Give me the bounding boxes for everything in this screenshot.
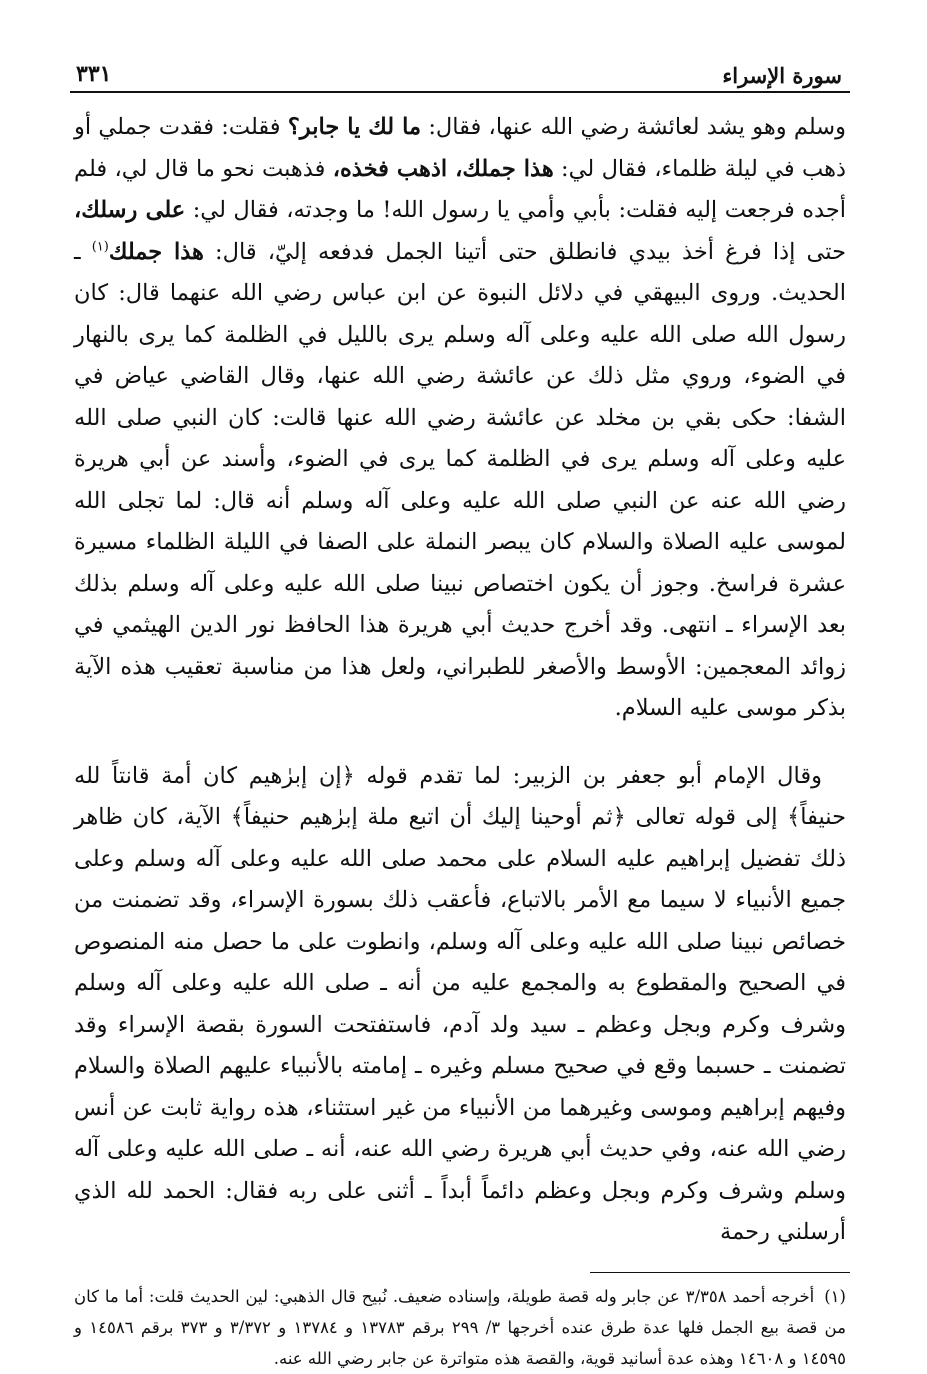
text-run: ـ الحديث. وروى البيهقي في دلائل النبوة عن ابن عباس رضي الله عنهما قال: كان رسول الله صلى الله عليه وعلى آله وسلم يرى بالليل في الظلمة كما يرى بالنهار في الضوء، وروي مثل ذلك عن عائشة رضي الله عنها، وقال القاضي عياض في الشفا: حكى بقي بن مخلد عن عائشة رضي الله عنها قالت: كان النبي صلى الله عليه وعلى آله وسلم يرى في الظلمة كما يرى في الضوء، وأسند عن أبي هريرة رضي الله عنه عن النبي صلى الله عليه وعلى آله وسلم أنه قال: لما تجلى الله لموسى عليه الصلاة والسلام كان يبصر النملة على الصفا في الليلة الظلماء مسيرة عشرة فراسخ. وجوز أن يكون اختصاص نبينا صلى الله عليه وعلى آله وسلم بذلك بعد الإسراء ـ انتهى. وقد أخرج حديث أبي هريرة هذا الحافظ نور الدين الهيثمي في زوائد المعجمين: الأوسط والأصغر للطبراني، ولعل هذا من مناسبة تعقيب هذه الآية بذكر موسى عليه السلام. xyxy=(74,238,846,721)
main-text xyxy=(70,107,850,1254)
footnote xyxy=(70,1281,850,1374)
bold-quote: هذا جملك، اذهب فخذه، xyxy=(332,155,554,182)
bold-quote: على رسلك، xyxy=(74,197,186,223)
book-page xyxy=(70,55,850,1368)
footnote-text: أخرجه أحمد ٣/٣٥٨ عن جابر وله قصة طويلة، وإسناده ضعيف. نُبيح قال الذهبي: لين الحديث قلت: أما ما كان من قصة بيع الجمل فلها عدة طرق عنده أخرجها ٣/ ٢٩٩ برقم ١٣٧٨٣ و ١٣٧٨٤ و ٣/٣٧٢ و ٣٧٣ برقم ١٤٥٨٦ و ١٤٥٩٥ و ١٤٦٠٨ وهذه عدة أسانيد قوية، والقصة هذه متواترة عن جابر رضي الله عنه. xyxy=(74,1286,846,1368)
footnote-ref[interactable]: (١) xyxy=(91,239,109,254)
page-header xyxy=(70,55,850,93)
footnote-number: (١) xyxy=(824,1286,846,1306)
surah-title: سورة الإسراء xyxy=(722,63,842,88)
footnote-divider xyxy=(590,1272,850,1273)
bold-quote: هذا جملك xyxy=(108,238,204,265)
paragraph-1 xyxy=(74,107,846,730)
text-run: فقلت: فقدت جملي أو ذهب في ليلة ظلماء، فقال لي: xyxy=(74,114,846,182)
paragraph-2: وقال الإمام أبو جعفر بن الزبير: لما تقدم قوله ﴿إن إبرٰهيم كان أمة قانتاً لله حنيفاً﴾ إلى قوله تعالى ﴿ثم أوحينا إليك أن اتبع ملة إبرٰهيم حنيفاً﴾ الآية، كان ظاهر ذلك تفضيل إبراهيم عليه السلام على محمد صلى الله عليه وعلى آله وسلم وعلى جميع الأنبياء لا سيما مع الأمر بالاتباع، فأعقب ذلك بسورة الإسراء، وقد تضمنت من خصائص نبينا صلى الله عليه وعلى آله وسلم، وانطوت على ما حصل منه المنصوص في الصحيح والمقطوع به والمجمع عليه من أنه ـ صلى الله عليه وعلى آله وسلم وشرف وكرم وبجل وعظم ـ سيد ولد آدم، فاستفتحت السورة بقصة الإسراء وقد تضمنت ـ حسبما وقع في صحيح مسلم وغيره ـ إمامته بالأنبياء عليهم الصلاة والسلام وفيهم إبراهيم وموسى وغيرهما من الأنبياء من غير استثناء، هذه رواية ثابت عن أنس رضي الله عنه، وفي حديث أبي هريرة رضي الله عنه، أنه ـ صلى الله عليه وعلى آله وسلم وشرف وكرم وبجل وعظم دائماً أبداً ـ أثنى على ربه فقال: الحمد لله الذي أرسلني رحمة xyxy=(74,762,846,1245)
text-run: حتى إذا فرغ أخذ بيدي فانطلق حتى أتينا الجمل فدفعه إليّ، قال: xyxy=(203,238,846,265)
bold-quote: ما لك يا جابر؟ xyxy=(287,114,422,140)
page-number: ٣٣١ xyxy=(76,61,112,87)
text-run: فذهبت نحو ما قال لي، فلم أجده فرجعت إليه فقلت: بأبي وأمي يا رسول الله! ما وجدته، فقال لي: xyxy=(74,155,846,223)
text-run: وسلم وهو يشد لعائشة رضي الله عنها، فقال: xyxy=(421,114,847,140)
